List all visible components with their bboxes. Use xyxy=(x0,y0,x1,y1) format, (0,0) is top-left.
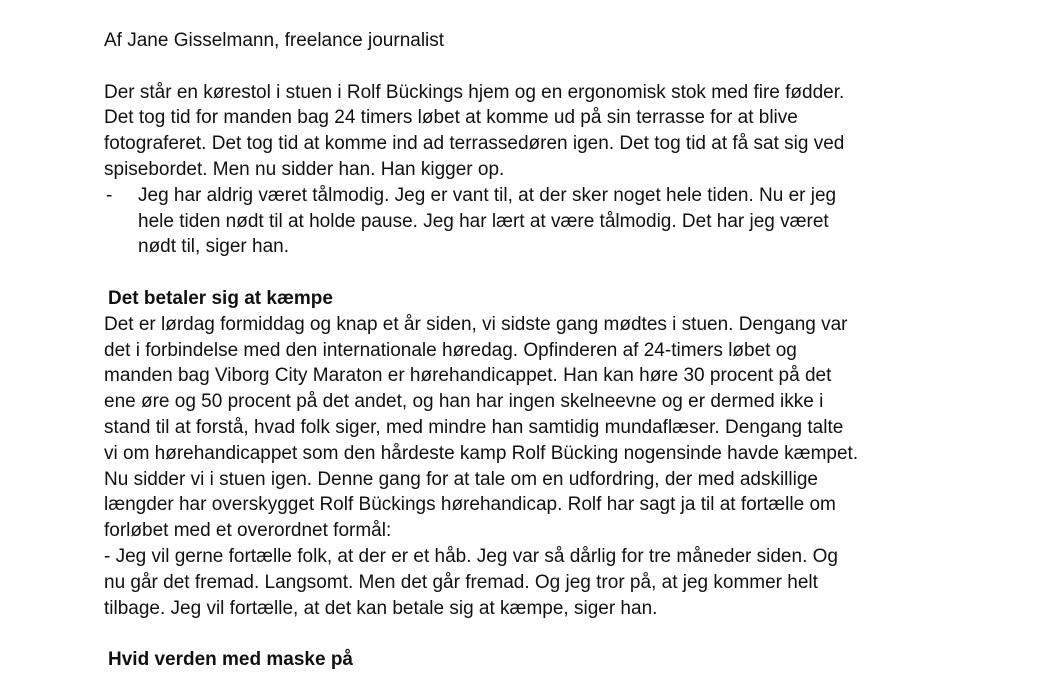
body-line: Nu sidder vi i stuen igen. Denne gang for at tale om en udfordring, der med adskillige xyxy=(104,468,818,490)
body-line: ene øre og 50 procent på det andet, og han har ingen skelneevne og er dermed ikke i xyxy=(104,391,824,413)
spacer xyxy=(104,260,1024,286)
section-2 xyxy=(104,647,1024,673)
body-line: nu går det fremad. Langsomt. Men det går fremad. Og jeg tror på, at jeg kommer helt xyxy=(104,571,818,593)
quote-block xyxy=(104,183,1024,260)
intro-paragraph xyxy=(104,80,1024,183)
intro-line: fotograferet. Det tog tid at komme ind ad terrassedøren igen. Det tog tid at få sat sig ved xyxy=(104,133,845,155)
section-heading: Hvid verden med maske på xyxy=(108,649,353,671)
body-line: vi om hørehandicappet som den hårdeste kamp Rolf Bücking nogensinde havde kæmpet. xyxy=(104,442,859,464)
quote-dash: - xyxy=(106,184,113,206)
intro-line: Der står en kørestol i stuen i Rolf Bückings hjem og en ergonomisk stok med fire fødder. xyxy=(104,81,845,103)
intro-line: Det tog tid for manden bag 24 timers løbet at komme ud på sin terrasse for at blive xyxy=(104,107,798,129)
body-line: forløbet med et overordnet formål: xyxy=(104,520,392,542)
body-line: det i forbindelse med den internationale høredag. Opfinderen af 24-timers løbet og xyxy=(104,339,797,361)
spacer xyxy=(104,54,1024,80)
body-line: tilbage. Jeg vil fortælle, at det kan betale sig at kæmpe, siger han. xyxy=(104,597,658,619)
body-line: - Jeg vil gerne fortælle folk, at der er et håb. Jeg var så dårlig for tre måneder siden. Og xyxy=(104,545,838,567)
quote-text: Jeg har aldrig været tålmodig. Jeg er vant til, at der sker noget hele tiden. Nu er jeg xyxy=(138,184,837,206)
body-line: stand til at forstå, hvad folk siger, med mindre han samtidig mundaflæser. Dengang talte xyxy=(104,416,844,438)
intro-line: spisebordet. Men nu sidder han. Han kigger op. xyxy=(104,158,505,180)
quote-line: nødt til, siger han. xyxy=(138,236,290,258)
quote-line xyxy=(104,183,1024,209)
document-page xyxy=(104,28,1024,673)
section-heading: Det betaler sig at kæmpe xyxy=(108,287,333,309)
body-line: længder har overskygget Rolf Bückings hørehandicap. Rolf har sagt ja til at fortælle om xyxy=(104,494,836,516)
section-1 xyxy=(104,286,1024,621)
body-line: Det er lørdag formiddag og knap et år siden, vi sidste gang mødtes i stuen. Dengang var xyxy=(104,313,848,335)
spacer xyxy=(104,621,1024,647)
quote-line: hele tiden nødt til at holde pause. Jeg har lært at være tålmodig. Det har jeg været xyxy=(138,210,829,232)
body-line: manden bag Viborg City Maraton er hørehandicappet. Han kan høre 30 procent på det xyxy=(104,365,832,387)
byline: Af Jane Gisselmann, freelance journalist xyxy=(104,30,445,51)
